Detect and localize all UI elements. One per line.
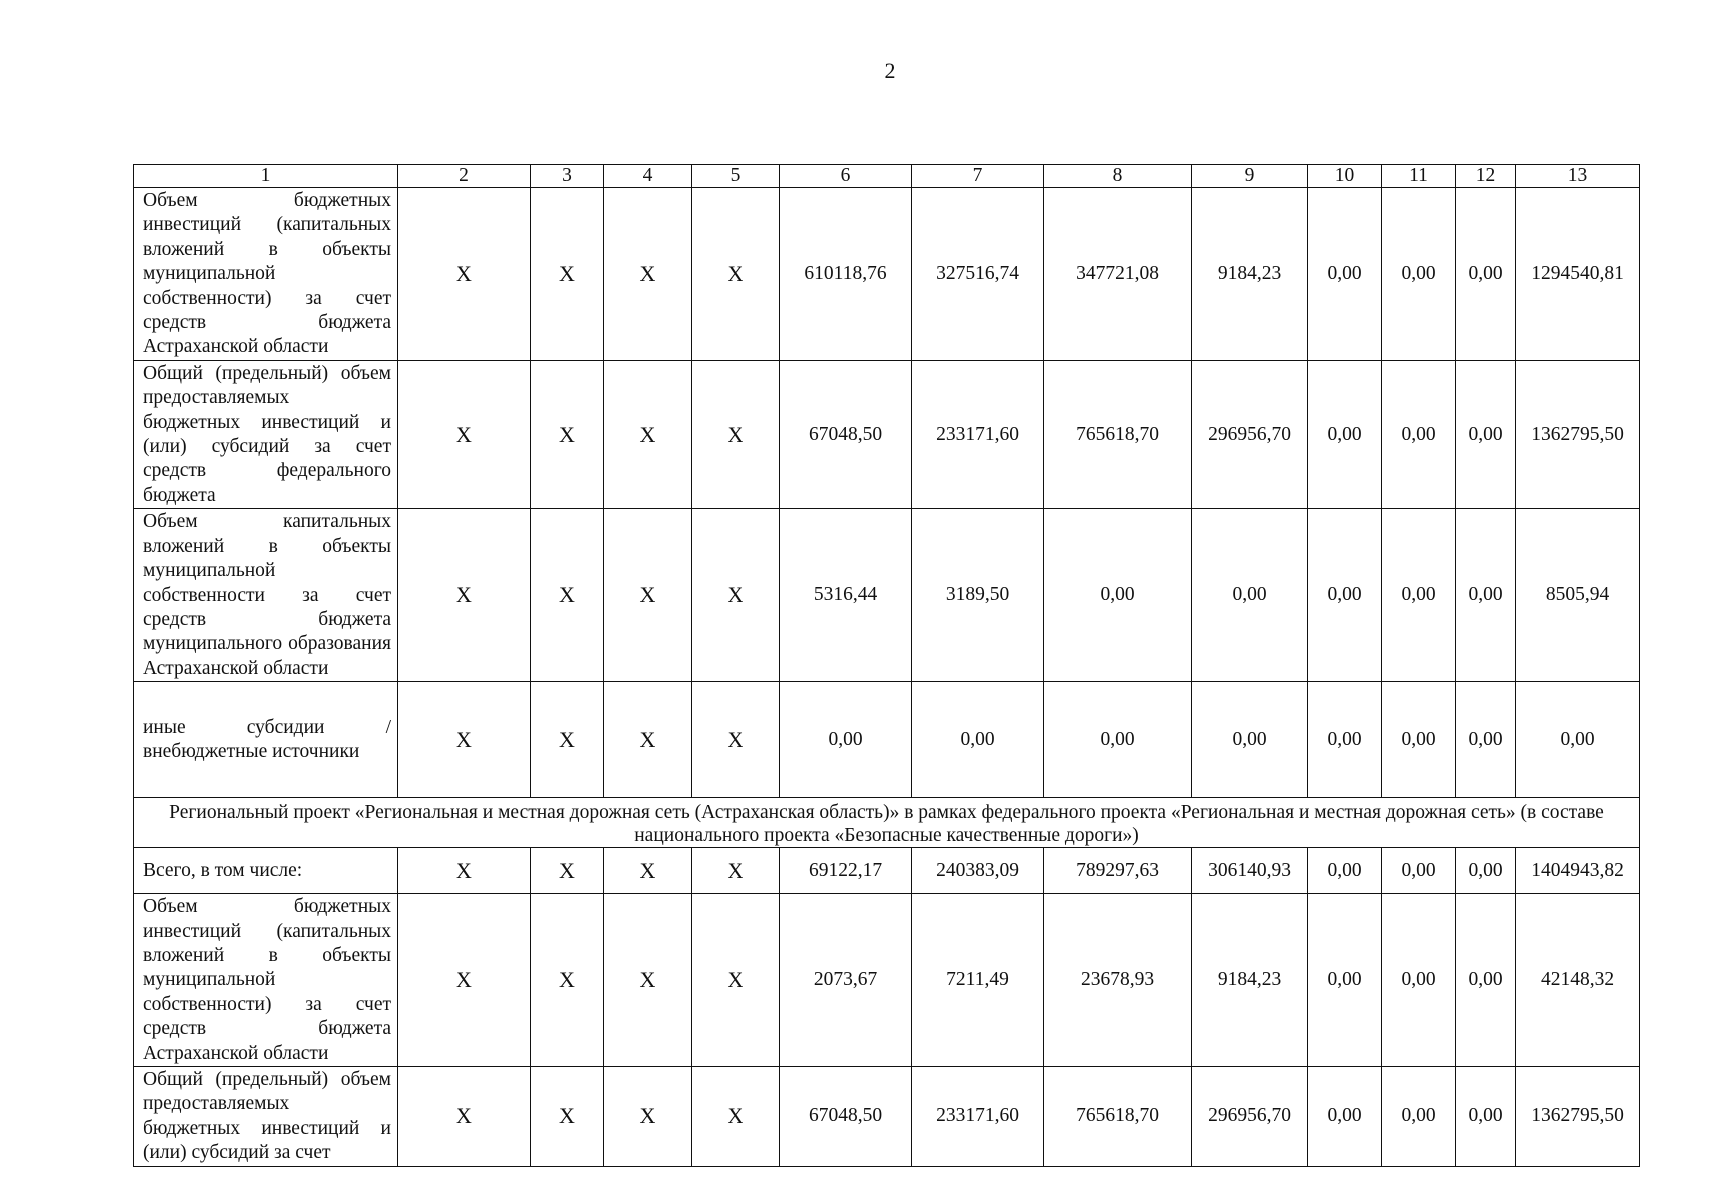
table-cell: 0,00 (1044, 509, 1192, 682)
table-cell: 1404943,82 (1516, 848, 1640, 894)
table-cell: 5316,44 (780, 509, 912, 682)
table-cell: Х (531, 682, 604, 798)
table-cell: 0,00 (1516, 682, 1640, 798)
table-cell: 0,00 (1192, 509, 1308, 682)
table-cell: 9184,23 (1192, 894, 1308, 1067)
table-cell: Х (531, 360, 604, 508)
column-header: 7 (912, 165, 1044, 188)
column-header: 3 (531, 165, 604, 188)
table-cell: Х (692, 188, 780, 361)
table-cell: 0,00 (1308, 682, 1382, 798)
table-cell: 0,00 (780, 682, 912, 798)
table-cell: Х (531, 509, 604, 682)
table-cell: 67048,50 (780, 1066, 912, 1166)
table-cell: Х (398, 509, 531, 682)
table-row (134, 1066, 1640, 1166)
table-cell: 0,00 (1382, 894, 1456, 1067)
table-cell: 0,00 (1308, 1066, 1382, 1166)
column-header: 12 (1456, 165, 1516, 188)
table-cell: 8505,94 (1516, 509, 1640, 682)
column-header: 5 (692, 165, 780, 188)
table-cell: 0,00 (1382, 360, 1456, 508)
table-cell: Х (692, 682, 780, 798)
table-cell: 0,00 (1382, 188, 1456, 361)
table-cell: 765618,70 (1044, 1066, 1192, 1166)
table-cell: 233171,60 (912, 1066, 1044, 1166)
table-cell: Х (604, 360, 692, 508)
table-cell: 0,00 (1308, 894, 1382, 1067)
table-cell: 306140,93 (1192, 848, 1308, 894)
table-cell: 0,00 (1456, 894, 1516, 1067)
table-cell: 67048,50 (780, 360, 912, 508)
table-cell: 610118,76 (780, 188, 912, 361)
table-row (134, 188, 1640, 361)
row-label: Всего, в том числе: (134, 848, 398, 894)
table-row (134, 894, 1640, 1067)
table-cell: 7211,49 (912, 894, 1044, 1067)
table-cell: Х (398, 1066, 531, 1166)
table-cell: 0,00 (1456, 682, 1516, 798)
table-row (134, 682, 1640, 798)
table-cell: 240383,09 (912, 848, 1044, 894)
section-title: Региональный проект «Региональная и местная дорожная сеть (Астраханская область)» в рамках федерального проекта «Региональная и местная дорожная сеть» (в составе национального проекта «Безопасные качественные дороги») (134, 798, 1640, 848)
table-cell: Х (692, 360, 780, 508)
table-cell: 0,00 (1456, 360, 1516, 508)
table-cell: Х (604, 188, 692, 361)
column-number-row (134, 165, 1640, 188)
table-cell: Х (692, 509, 780, 682)
table-cell: 9184,23 (1192, 188, 1308, 361)
table-cell: Х (398, 894, 531, 1067)
table-row (134, 360, 1640, 508)
table-cell: 327516,74 (912, 188, 1044, 361)
column-header: 6 (780, 165, 912, 188)
table-cell: 2073,67 (780, 894, 912, 1067)
table-cell: Х (531, 188, 604, 361)
column-header: 13 (1516, 165, 1640, 188)
column-header: 11 (1382, 165, 1456, 188)
table-cell: Х (604, 509, 692, 682)
table-cell: 765618,70 (1044, 360, 1192, 508)
table-header (134, 165, 1640, 188)
table-cell: 0,00 (1382, 1066, 1456, 1166)
table-cell: Х (604, 848, 692, 894)
table-cell: 0,00 (1308, 188, 1382, 361)
table-cell: 0,00 (1456, 188, 1516, 361)
table-cell: 0,00 (1308, 509, 1382, 682)
table-cell: Х (398, 682, 531, 798)
table-cell: 0,00 (1382, 682, 1456, 798)
table-cell: 1362795,50 (1516, 1066, 1640, 1166)
table-cell: 0,00 (1308, 848, 1382, 894)
column-header: 1 (134, 165, 398, 188)
column-header: 8 (1044, 165, 1192, 188)
table-cell: 0,00 (1308, 360, 1382, 508)
table-cell: 0,00 (1456, 509, 1516, 682)
column-header: 10 (1308, 165, 1382, 188)
row-label: Общий (предельный) объем предоставляемых бюджетных инвестиций и (или) субсидий за счет средств федерального бюджета (134, 360, 398, 508)
table-cell: 1362795,50 (1516, 360, 1640, 508)
row-label: Общий (предельный) объем предоставляемых бюджетных инвестиций и (или) субсидий за счет (134, 1066, 398, 1166)
table-cell: 233171,60 (912, 360, 1044, 508)
row-label: Объем бюджетных инвестиций (капитальных вложений в объекты муниципальной собственности) за счет средств бюджета Астраханской области (134, 894, 398, 1067)
section-row (134, 798, 1640, 848)
table-cell: Х (692, 894, 780, 1067)
table-cell: 0,00 (1456, 848, 1516, 894)
table-cell: 1294540,81 (1516, 188, 1640, 361)
table-cell: 296956,70 (1192, 360, 1308, 508)
table-cell: 0,00 (1192, 682, 1308, 798)
table-cell: Х (604, 1066, 692, 1166)
table-cell: Х (531, 848, 604, 894)
table-cell: Х (398, 360, 531, 508)
column-header: 4 (604, 165, 692, 188)
table-cell: 23678,93 (1044, 894, 1192, 1067)
table-cell: Х (531, 1066, 604, 1166)
table-cell: 0,00 (1044, 682, 1192, 798)
budget-table (133, 164, 1640, 1167)
table-cell: 0,00 (1456, 1066, 1516, 1166)
table-cell: Х (604, 682, 692, 798)
table-cell: 0,00 (912, 682, 1044, 798)
row-label: иные субсидии / внебюджетные источники (134, 682, 398, 798)
row-label: Объем бюджетных инвестиций (капитальных вложений в объекты муниципальной собственности) за счет средств бюджета Астраханской области (134, 188, 398, 361)
table-cell: 296956,70 (1192, 1066, 1308, 1166)
table-cell: Х (531, 894, 604, 1067)
budget-table-container (133, 164, 1639, 1167)
table-cell: 42148,32 (1516, 894, 1640, 1067)
page-number: 2 (884, 58, 896, 83)
table-cell: 0,00 (1382, 509, 1456, 682)
row-label: Объем капитальных вложений в объекты муниципальной собственности за счет средств бюджета муниципального образования Астраханской области (134, 509, 398, 682)
column-header: 9 (1192, 165, 1308, 188)
table-cell: Х (692, 848, 780, 894)
table-body (134, 188, 1640, 1167)
table-cell: 789297,63 (1044, 848, 1192, 894)
table-cell: Х (604, 894, 692, 1067)
table-cell: Х (398, 848, 531, 894)
table-row (134, 509, 1640, 682)
table-cell: 3189,50 (912, 509, 1044, 682)
table-cell: 69122,17 (780, 848, 912, 894)
table-cell: 347721,08 (1044, 188, 1192, 361)
table-cell: Х (692, 1066, 780, 1166)
column-header: 2 (398, 165, 531, 188)
table-cell: Х (398, 188, 531, 361)
table-row (134, 848, 1640, 894)
table-cell: 0,00 (1382, 848, 1456, 894)
